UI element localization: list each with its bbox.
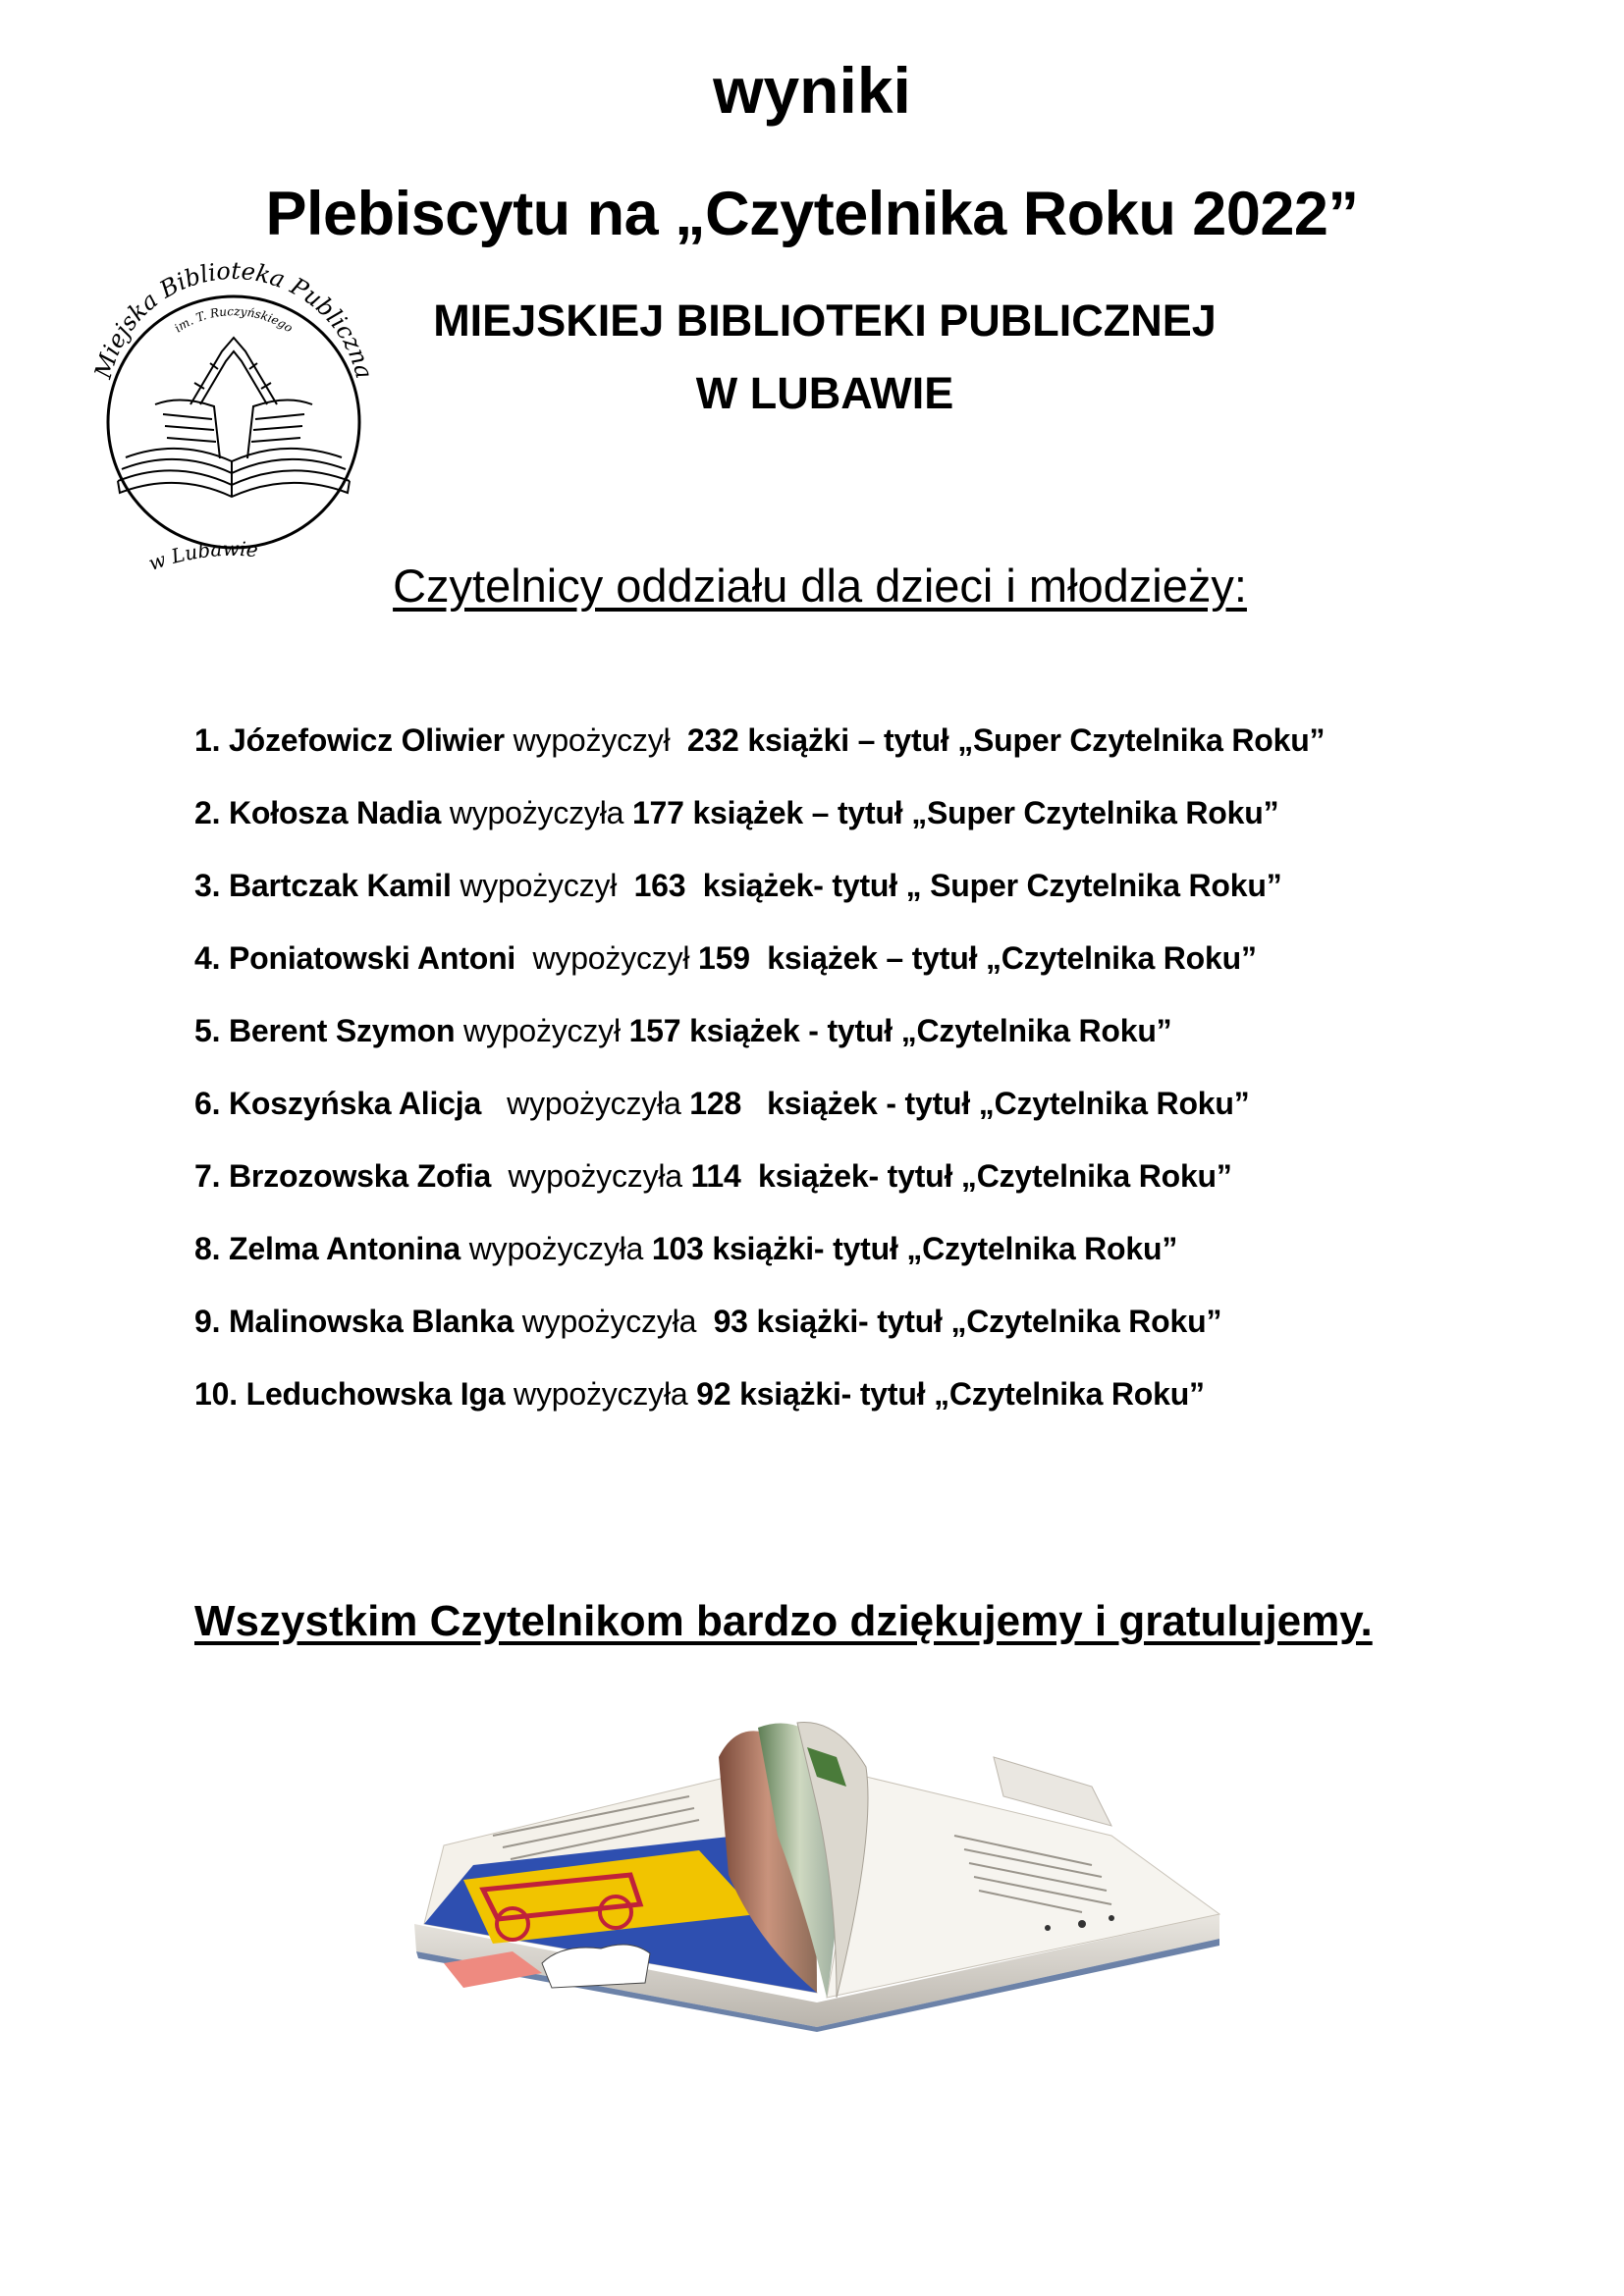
logo-bottom-text: w Lubawie xyxy=(145,536,259,575)
open-book-emblem-icon xyxy=(118,338,350,497)
list-item: 4. Poniatowski Antoni wypożyczył 159 książek – tytuł „Czytelnika Roku” xyxy=(194,940,1257,976)
library-name: MIEJSKIEJ BIBLIOTEKI PUBLICZNEJ xyxy=(433,295,1217,346)
list-item: 8. Zelma Antonina wypożyczyła 103 książki- tytuł „Czytelnika Roku” xyxy=(194,1231,1178,1266)
list-item: 5. Berent Szymon wypożyczył 157 książek - tytuł „Czytelnika Roku” xyxy=(194,1013,1172,1048)
list-item: 9. Malinowska Blanka wypożyczyła 93 książki- tytuł „Czytelnika Roku” xyxy=(194,1304,1222,1339)
svg-text:w Lubawie xyxy=(145,537,259,575)
svg-text:im. T. Ruczyńskiego xyxy=(172,304,296,335)
svg-text:Miejska Biblioteka Publiczna xyxy=(89,257,379,383)
list-item: 6. Koszyńska Alicja wypożyczyła 128 książek - tytuł „Czytelnika Roku” xyxy=(194,1086,1250,1121)
list-item: 1. Józefowicz Oliwier wypożyczył 232 książki – tytuł „Super Czytelnika Roku” xyxy=(194,722,1326,758)
thanks-message: Wszystkim Czytelnikom bardzo dziękujemy i gratulujemy. xyxy=(194,1597,1373,1645)
library-location: W LUBAWIE xyxy=(695,368,954,418)
list-item: 10. Leduchowska Iga wypożyczyła 92 książki- tytuł „Czytelnika Roku” xyxy=(194,1376,1205,1412)
library-logo xyxy=(86,257,381,581)
heading-results: wyniki xyxy=(713,54,911,127)
page-title: Plebiscytu na „Czytelnika Roku 2022” xyxy=(265,180,1359,248)
list-item: 2. Kołosza Nadia wypożyczyła 177 książek – tytuł „Super Czytelnika Roku” xyxy=(194,795,1279,830)
list-item: 3. Bartczak Kamil wypożyczył 163 książek- tytuł „ Super Czytelnika Roku” xyxy=(194,868,1282,903)
open-book-illustration xyxy=(405,1718,1229,2032)
winners-list xyxy=(194,709,1471,1435)
list-item: 7. Brzozowska Zofia wypożyczyła 114 książek- tytuł „Czytelnika Roku” xyxy=(194,1158,1232,1194)
section-heading: Czytelnicy oddziału dla dzieci i młodzieży: xyxy=(393,560,1247,612)
logo-ring-text: Miejska Biblioteka Publiczna xyxy=(88,257,379,382)
logo-inner-text: im. T. Ruczyńskiego xyxy=(172,304,296,336)
